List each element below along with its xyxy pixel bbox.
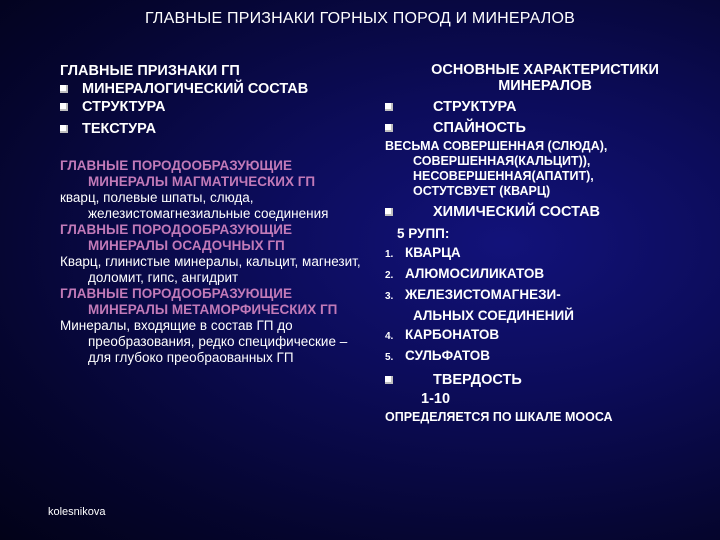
section-heading: ГЛАВНЫЕ ПОРОДООБРАЗУЮЩИЕ МИНЕРАЛЫ МАГМАТИЧЕСКИХ ГП xyxy=(60,158,316,189)
right-bullet-item: СПАЙНОСТЬ xyxy=(385,119,695,137)
right-bullet-item: СТРУКТУРА xyxy=(385,98,695,116)
section-heading: ГЛАВНЫЕ ПОРОДООБРАЗУЮЩИЕ МИНЕРАЛЫ МЕТАМОРФИЧЕСКИХ ГП xyxy=(60,286,338,317)
left-heading: ГЛАВНЫЕ ПРИЗНАКИ ГП xyxy=(60,63,240,79)
square-bullet-icon xyxy=(385,208,393,216)
section-text: Минералы, входящие в состав ГП до преобразования, редко специфические – для глубоко преобраованных ГП xyxy=(60,318,348,365)
list-item: АЛЬНЫХ СОЕДИНЕНИЙ xyxy=(413,308,574,323)
cleavage-description: ВЕСЬМА СОВЕРШЕННАЯ (СЛЮДА), СОВЕРШЕННАЯ(КАЛЬЦИТ)), НЕСОВЕРШЕННАЯ(АПАТИТ), ОСТУТСВУЕТ (КВАРЦ) xyxy=(385,139,608,198)
section-text: кварц, полевые шпаты, слюда, железистомагнезиальные соединения xyxy=(60,190,329,221)
hardness-range: 1-10 xyxy=(421,391,451,407)
square-bullet-icon xyxy=(60,103,68,111)
right-bullet-item: ТВЕРДОСТЬ xyxy=(385,371,695,389)
left-bullet-item: ТЕКСТУРА xyxy=(60,120,370,138)
square-bullet-icon xyxy=(385,376,393,384)
right-bullet-item: ХИМИЧЕСКИЙ СОСТАВ xyxy=(385,203,695,221)
right-heading: ОСНОВНЫЕ ХАРАКТЕРИСТИКИ МИНЕРАЛОВ xyxy=(431,62,659,94)
square-bullet-icon xyxy=(385,103,393,111)
section-heading: ГЛАВНЫЕ ПОРОДООБРАЗУЮЩИЕ МИНЕРАЛЫ ОСАДОЧНЫХ ГП xyxy=(60,222,292,253)
list-item: 2. АЛЮМОСИЛИКАТОВ xyxy=(385,266,545,281)
list-item: 1. КВАРЦА xyxy=(385,245,461,260)
groups-list xyxy=(385,243,695,367)
hardness-note: ОПРЕДЕЛЯЕТСЯ ПО ШКАЛЕ МООСА xyxy=(385,410,613,424)
square-bullet-icon xyxy=(60,125,68,133)
list-item: 3. ЖЕЛЕЗИСТОМАГНЕЗИ- xyxy=(385,287,561,302)
right-column xyxy=(385,62,695,425)
section-text: Кварц, глинистые минералы, кальцит, магнезит, доломит, гипс, ангидрит xyxy=(60,254,361,285)
left-bullet-item: МИНЕРАЛОГИЧЕСКИЙ СОСТАВ xyxy=(60,80,370,98)
left-column xyxy=(60,62,370,366)
left-bullet-item: СТРУКТУРА xyxy=(60,98,370,116)
slide-title: ГЛАВНЫЕ ПРИЗНАКИ ГОРНЫХ ПОРОД И МИНЕРАЛОВ xyxy=(144,10,576,27)
list-item: 4. КАРБОНАТОВ xyxy=(385,327,500,342)
groups-heading: 5 РУПП: xyxy=(397,226,450,241)
list-item: 5. СУЛЬФАТОВ xyxy=(385,348,491,363)
square-bullet-icon xyxy=(385,124,393,132)
square-bullet-icon xyxy=(60,85,68,93)
author-footer: kolesnikova xyxy=(48,506,106,518)
